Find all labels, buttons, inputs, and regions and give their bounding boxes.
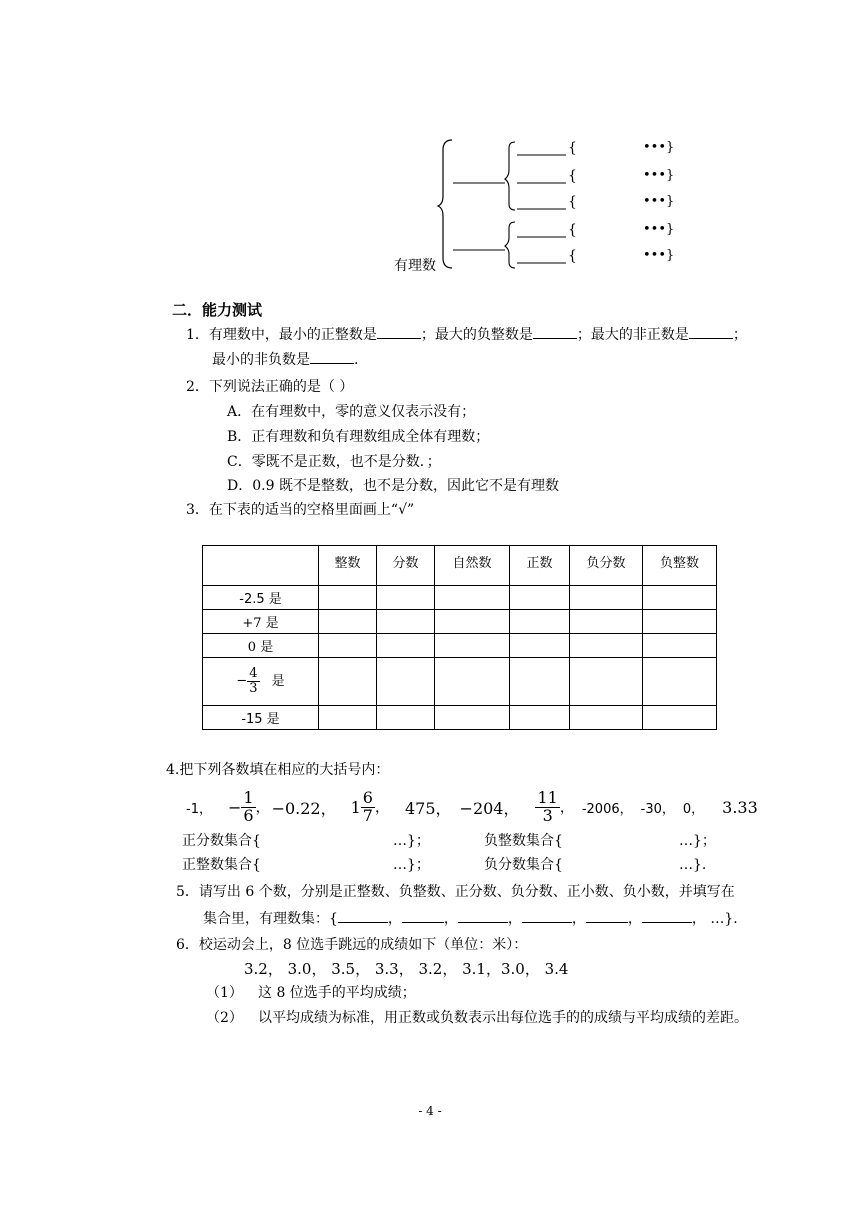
tree-open-brace: { (568, 140, 577, 156)
check-cell[interactable] (377, 634, 435, 658)
table-header: 整数 (319, 546, 377, 586)
answer-blank[interactable] (338, 921, 388, 923)
check-cell[interactable] (570, 610, 643, 634)
row-label: 0 是 (203, 634, 319, 658)
q4-numbers: -1， − $\frac{1}{6}$ ， −0.22， 1 $\frac{6}{7}$ ， 475， −204， $\frac{11}{3}$ ， -2006， -30， 0， 3.33 (186, 787, 758, 825)
check-cell[interactable] (435, 706, 510, 730)
table-row (203, 658, 717, 706)
set-label-negative-fractions: 负分数集合{ (484, 857, 563, 873)
check-cell[interactable] (570, 658, 643, 706)
set-end: …}； (393, 857, 430, 873)
section-title: 二．能力测试 (172, 301, 263, 319)
answer-blank[interactable] (377, 337, 421, 339)
inner-brace-1 (505, 142, 515, 210)
q1-line1: 1．有理数中，最小的正整数是 ；最大的负整数是 ；最大的非正数是 ； (186, 327, 747, 343)
check-cell[interactable] (435, 610, 510, 634)
row-label: − $\frac{4}{3}$ 是 (203, 658, 319, 706)
set-end: …}； (393, 833, 430, 849)
check-cell[interactable] (510, 706, 570, 730)
check-cell[interactable] (510, 586, 570, 610)
set-end: …}. (679, 857, 707, 873)
check-cell[interactable] (643, 658, 717, 706)
inner-brace-2 (505, 222, 515, 268)
page-number: - 4 - (418, 1104, 442, 1118)
answer-blank[interactable] (522, 921, 572, 923)
q6-scores: 3.2， 3.0， 3.5， 3.3， 3.2， 3.1，3.0， 3.4 (244, 960, 569, 978)
q5-line1: 5．请写出 6 个数，分别是正整数、负整数、正分数、负分数、正小数、负小数，并填写在 (176, 884, 735, 900)
tree-dots: •••} (643, 248, 675, 263)
table-row (203, 634, 717, 658)
table-row (203, 706, 717, 730)
check-cell[interactable] (319, 634, 377, 658)
q6-sub2-text: 以平均成绩为标准，用正数或负数表示出每位选手的的成绩与平均成绩的差距。 (258, 1010, 748, 1026)
table-header: 正数 (510, 546, 570, 586)
fraction: $\frac{4}{3}$ (249, 666, 258, 696)
check-cell[interactable] (643, 634, 717, 658)
q2-option-b: B．正有理数和负有理数组成全体有理数； (227, 429, 490, 445)
check-cell[interactable] (319, 586, 377, 610)
fraction: $\frac{11}{3}$ (537, 787, 558, 825)
table-header-row (203, 546, 717, 586)
answer-blank[interactable] (642, 921, 692, 923)
tree-dots: •••} (643, 140, 675, 155)
tree-open-brace: { (568, 194, 577, 210)
check-cell[interactable] (510, 610, 570, 634)
check-cell[interactable] (510, 634, 570, 658)
set-end: …}； (679, 833, 716, 849)
check-cell[interactable] (643, 706, 717, 730)
check-cell[interactable] (435, 658, 510, 706)
answer-blank[interactable] (310, 362, 354, 364)
answer-blank[interactable] (458, 921, 508, 923)
tree-open-brace: { (568, 222, 577, 238)
q5-line2: 集合里，有理数集：{ ， ， ， ， ， ， …}. (203, 911, 738, 927)
table-corner-cell (203, 546, 319, 586)
check-cell[interactable] (377, 586, 435, 610)
check-cell[interactable] (510, 658, 570, 706)
table-row (203, 610, 717, 634)
set-label-negative-integers: 负整数集合{ (484, 833, 563, 849)
check-cell[interactable] (377, 658, 435, 706)
table-row (203, 586, 717, 610)
check-cell[interactable] (570, 586, 643, 610)
q6-stem: 6．校运动会上，8 位选手跳远的成绩如下（单位：米）： (176, 937, 528, 953)
q4-stem: 4.把下列各数填在相应的大括号内： (166, 762, 390, 778)
fraction: $\frac{6}{7}$ (362, 787, 373, 825)
q2-option-c: C．零既不是正数，也不是分数．； (227, 454, 441, 470)
check-cell[interactable] (319, 706, 377, 730)
check-table (202, 545, 717, 730)
tree-dots: •••} (643, 194, 675, 209)
set-label-positive-fractions: 正分数集合{ (182, 833, 261, 849)
row-label: -2.5 是 (203, 586, 319, 610)
table-header: 自然数 (435, 546, 510, 586)
q2-option-d: D．0.9 既不是整数，也不是分数，因此它不是有理数 (227, 478, 559, 494)
check-cell[interactable] (435, 586, 510, 610)
answer-blank[interactable] (586, 921, 628, 923)
row-label: +7 是 (203, 610, 319, 634)
check-cell[interactable] (643, 586, 717, 610)
check-cell[interactable] (435, 634, 510, 658)
check-cell[interactable] (319, 610, 377, 634)
fraction: $\frac{1}{6}$ (243, 787, 254, 825)
check-cell[interactable] (570, 706, 643, 730)
table-header: 分数 (377, 546, 435, 586)
tree-dots: •••} (643, 168, 675, 183)
set-label-positive-integers: 正整数集合{ (182, 857, 261, 873)
check-cell[interactable] (570, 634, 643, 658)
q3-stem: 3．在下表的适当的空格里面画上“√” (186, 502, 415, 518)
q2-stem: 2．下列说法正确的是（ ） (186, 379, 354, 395)
table-header: 负分数 (570, 546, 643, 586)
answer-blank[interactable] (402, 921, 444, 923)
q1-line2: 最小的非负数是 . (212, 352, 359, 368)
tree-open-brace: { (568, 168, 577, 184)
table-header: 负整数 (643, 546, 717, 586)
q6-sub1-text: 这 8 位选手的平均成绩； (258, 985, 416, 1001)
check-cell[interactable] (319, 658, 377, 706)
check-cell[interactable] (377, 610, 435, 634)
outer-brace (438, 140, 452, 268)
q2-option-a: A．在有理数中，零的意义仅表示没有； (227, 404, 476, 420)
tree-open-brace: { (568, 248, 577, 264)
classification-tree (0, 0, 860, 280)
tree-root-label: 有理数 (394, 258, 436, 274)
check-cell[interactable] (377, 706, 435, 730)
row-label: -15 是 (203, 706, 319, 730)
q6-sub2-number: （2） (206, 1010, 243, 1026)
q6-sub1-number: （1） (206, 985, 243, 1001)
check-cell[interactable] (643, 610, 717, 634)
answer-blank[interactable] (689, 337, 733, 339)
tree-dots: •••} (643, 222, 675, 237)
answer-blank[interactable] (533, 337, 577, 339)
